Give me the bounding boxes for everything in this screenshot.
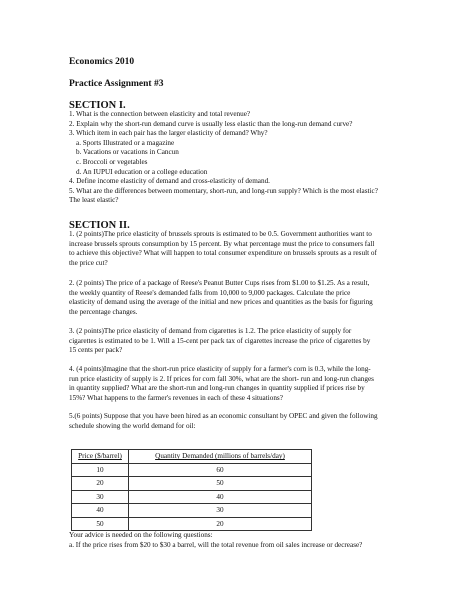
question-5-line-1: 5. What are the differences between momentary, short-run, and long-run supply? Which is the most elastic? [69, 186, 378, 195]
table-row [72, 477, 312, 491]
quantity-cell: 40 [129, 490, 312, 504]
section-2-q2-line: elasticity of demand using the average of the initial and new prices and quantities as the basis for figuring [69, 298, 373, 307]
price-cell: 30 [72, 490, 129, 504]
question-3-option-a: a. Sports Illustrated or a magazine [76, 138, 175, 147]
advice-section [69, 531, 429, 550]
section-2-q5-line: 5.(6 points) Suppose that you have been hired as an economic consultant by OPEC and given the following [69, 412, 378, 420]
quantity-cell: 50 [129, 477, 312, 491]
question-4: 4. Define income elasticity of demand and cross-elasticity of demand. [69, 177, 270, 186]
question-3-option-d: d. An IUPUI education or a college education [76, 167, 208, 176]
course-title: Economics 2010 [69, 57, 135, 67]
section-2-q2-line: the percentage changes. [69, 307, 138, 316]
question-2: 2. Explain why the short-run demand curve is usually less elastic than the long-run demand curve? [69, 119, 353, 128]
question-1: 1. What is the connection between elasticity and total revenue? [69, 110, 251, 118]
quantity-cell: 30 [129, 504, 312, 518]
assignment-title: Practice Assignment #3 [69, 79, 164, 89]
price-cell: 40 [72, 504, 129, 518]
price-column-header: Price ($/barrel) [72, 450, 129, 464]
price-cell: 50 [72, 517, 129, 531]
section-2-heading: SECTION II. [69, 220, 130, 231]
price-cell: 10 [72, 463, 129, 477]
section-2-q1-line: 1. (2 points)The price elasticity of brussels sprouts is estimated to be 0.5. Government authorities want to [69, 230, 372, 238]
table-row [72, 463, 312, 477]
table-row [72, 517, 312, 531]
section-2-q1-line: the price cut? [69, 258, 108, 267]
section-1-questions [69, 110, 429, 206]
quantity-column-header: Quantity Demanded (millions of barrels/day) [129, 450, 312, 464]
section-2-q5-line: schedule showing the world demand for oil: [69, 421, 196, 430]
section-2-question-4 [69, 365, 429, 403]
section-2-question-1 [69, 230, 429, 268]
section-2-q2-line: the weekly quantity of Reese's demanded falls from 10,000 to 9,000 packages. Calculate the price [69, 288, 351, 297]
section-2-q2-line: 2. (2 points) The price of a package of Reese's Peanut Butter Cups rises from $1.00 to $1.25. As a result, [69, 279, 370, 287]
section-2-q4-line: 15%? What happens to the farmer's revenues in each of these 4 situations? [69, 393, 283, 402]
question-3-option-b: b. Vacations or vacations in Cancun [76, 148, 179, 157]
section-2-question-5 [69, 412, 429, 431]
section-2-q3-line: 3. (2 points)The price elasticity of demand from cigarettes is 1.2. The price elasticity of supply for [69, 327, 352, 335]
section-2-q3-line: 15 cents per pack? [69, 346, 123, 355]
oil-demand-table [71, 449, 312, 531]
section-2-question-2 [69, 279, 429, 317]
table-row [72, 504, 312, 518]
section-2-q1-line: increase brussels sprouts consumption by 15 percent. By what percentage must the price to consumers fall [69, 239, 375, 248]
section-2-q4-line: run price elasticity of supply is 2. If prices for corn fall 30%, what are the short- run and long-run changes [69, 374, 374, 383]
section-2-q4-line: 4. (4 points)Imagine that the short-run price elasticity of supply for a farmer's corn is 0.3, while the long- [69, 365, 371, 373]
table-header-row [72, 450, 312, 464]
table-row [72, 490, 312, 504]
section-1-heading: SECTION I. [69, 100, 126, 111]
question-5-line-2: The least elastic? [69, 196, 119, 205]
section-2-q4-line: in quantity supplied? What are the short-run and long-run changes in quantity supplied if prices rise by [69, 384, 365, 393]
advice-intro: Your advice is needed on the following questions: [69, 531, 213, 539]
quantity-cell: 60 [129, 463, 312, 477]
section-2-q1-line: to achieve this objective? What will happen to total consumer expenditure on brussels sprouts as a result of [69, 249, 377, 258]
section-2-q3-line: cigarettes is estimated to be 1. Will a 15-cent per pack tax of cigarettes increase the price of cigarettes by [69, 336, 371, 345]
section-2-question-3 [69, 327, 429, 356]
question-3: 3. Which item in each pair has the larger elasticity of demand? Why? [69, 129, 268, 138]
question-3-option-c: c. Broccoli or vegetables [76, 157, 148, 166]
price-cell: 20 [72, 477, 129, 491]
advice-question-a: a. If the price rises from $20 to $30 a barrel, will the total revenue from oil sales increase or decrease? [69, 540, 363, 549]
quantity-cell: 20 [129, 517, 312, 531]
